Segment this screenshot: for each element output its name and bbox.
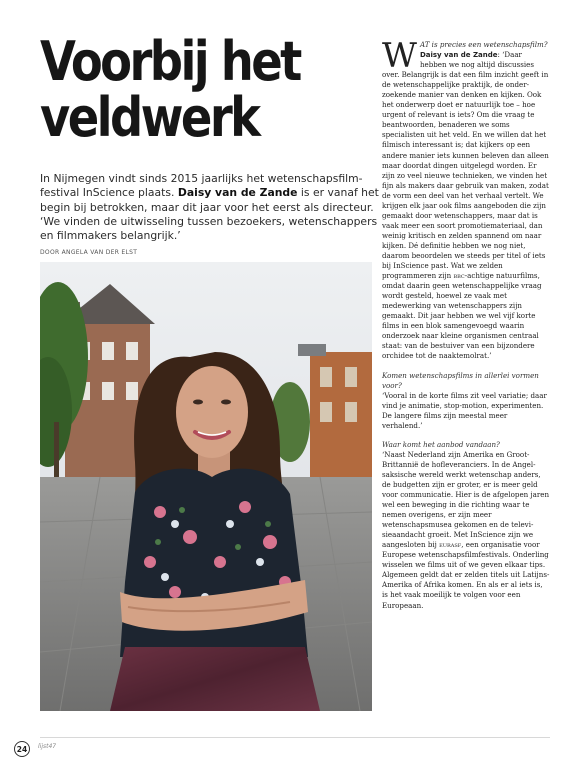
intro-text-end: is er vanaf het begin bij betrokken, maar dit jaar voor het eerst als directeur. ‘We vinden de uitwisseling tussen bezoekers, wetenschappers en filmmakers belangrijk.’ bbox=[40, 186, 379, 243]
byline: DOOR ANGELA VAN DER ELST bbox=[40, 249, 138, 256]
page-number: 24 bbox=[14, 741, 30, 757]
answer-1: : ‘Daar hebben we nog altijd discussies over. Belangrijk is dat een film inzicht geeft in de wetenschappelijke praktijk, de onderzoekende manier van denken en kijken. Ook het onderwerp doet er natuurlijk toe – hoe urgent of relevant is iets? Om die vraag te beantwoorden, benaderen we soms specialisten uit het veld. En we willen dat het filmisch interessant is; dat kijkers op een andere manier iets kunnen beleven dan alleen maar doordat dingen uitgelegd worden. Er zijn zo veel nieuwe technieken, we vinden het fijn als makers daar gebruik van maken, zodat de vorm een deel van het verhaal vertelt. We krijgen elk jaar ook films aangeboden die zijn gemaakt door wetenschappers, maar dat is vaak meer een soort promotiemateriaal, dan weinig kritisch en zelden spannend om naar kijken. Dé definitie hebben we nog niet, daarom beoordelen we steeds per titel of iets bij InScience past. Wat we zelden programmeren zijn bbox=[382, 50, 549, 281]
portrait-photo bbox=[40, 262, 372, 711]
answer-1-bbc: bbc bbox=[453, 271, 465, 281]
article-intro bbox=[40, 172, 380, 243]
dropcap: W bbox=[382, 36, 417, 76]
answer-3-end: , een organisatie voor Europese wetenschapsfilmfestivals. Onderling wisselen we films uit of we geven elkaar tips. Algemeen geldt dat er zelden titels uit Latijns-Amerika of Afrika komen. En als er al iets is, is het vaak moeilijk te volgen voor een Europeaan. bbox=[382, 540, 550, 610]
question-2: Komen wetenschapsfilms in allerlei vormen voor? bbox=[382, 370, 539, 390]
speaker-name: Daisy van de Zande bbox=[419, 51, 498, 60]
answer-1-end: -achtige natuurfilms, omdat daarin geen wetenschappelijke vraag wordt gesteld, hoewel ze vaak met medewerking van wetenschappers zijn gemaakt. Dit jaar hebben we wel vijf korte films in een blok samengevoegd waarin onderzoek naar kleine organismen centraal staat: van de bestuiver van een bijzondere orchidee tot de naaktemolrat.’ bbox=[382, 271, 542, 361]
question-3: Waar komt het aanbod vandaan? bbox=[382, 439, 500, 449]
magazine-name: lijst47 bbox=[38, 743, 57, 750]
answer-3: ‘Naast Nederland zijn Amerika en Groot-Brittannië de hofleveranciers. In de Angelsaksische wereld werkt wetenschap anders, de budgetten zijn er groter, er is meer geld voor communicatie. Hier is de afgelopen jaren wel een beweging in die richting waar te nemen overigens, er zijn meer wetenschapsmusea gekomen en de televisieaandacht groeit. Met InScience zijn we aangesloten bij bbox=[382, 449, 550, 550]
footer-rule bbox=[40, 737, 550, 738]
answer-2: ‘Vooral in de korte films zit veel variatie; daar vind je animatie, stop-motion, experimenten. De langere films zijn meestal meer verhalend.’ bbox=[382, 390, 547, 430]
intro-text: In Nijmegen vindt sinds 2015 jaarlijks het wetenschapsfilmfestival InScience plaats. bbox=[40, 172, 363, 200]
intro-name: Daisy van de Zande bbox=[177, 186, 298, 200]
answer-3-eurasf: eurasf bbox=[439, 540, 462, 550]
title-line-2: veldwerk bbox=[40, 86, 259, 149]
title-line-1: Voorbij het bbox=[40, 30, 300, 93]
interview-column bbox=[382, 36, 550, 620]
question-1: AT is precies een wetenschapsfilm? bbox=[419, 40, 548, 49]
article-title bbox=[40, 30, 315, 149]
